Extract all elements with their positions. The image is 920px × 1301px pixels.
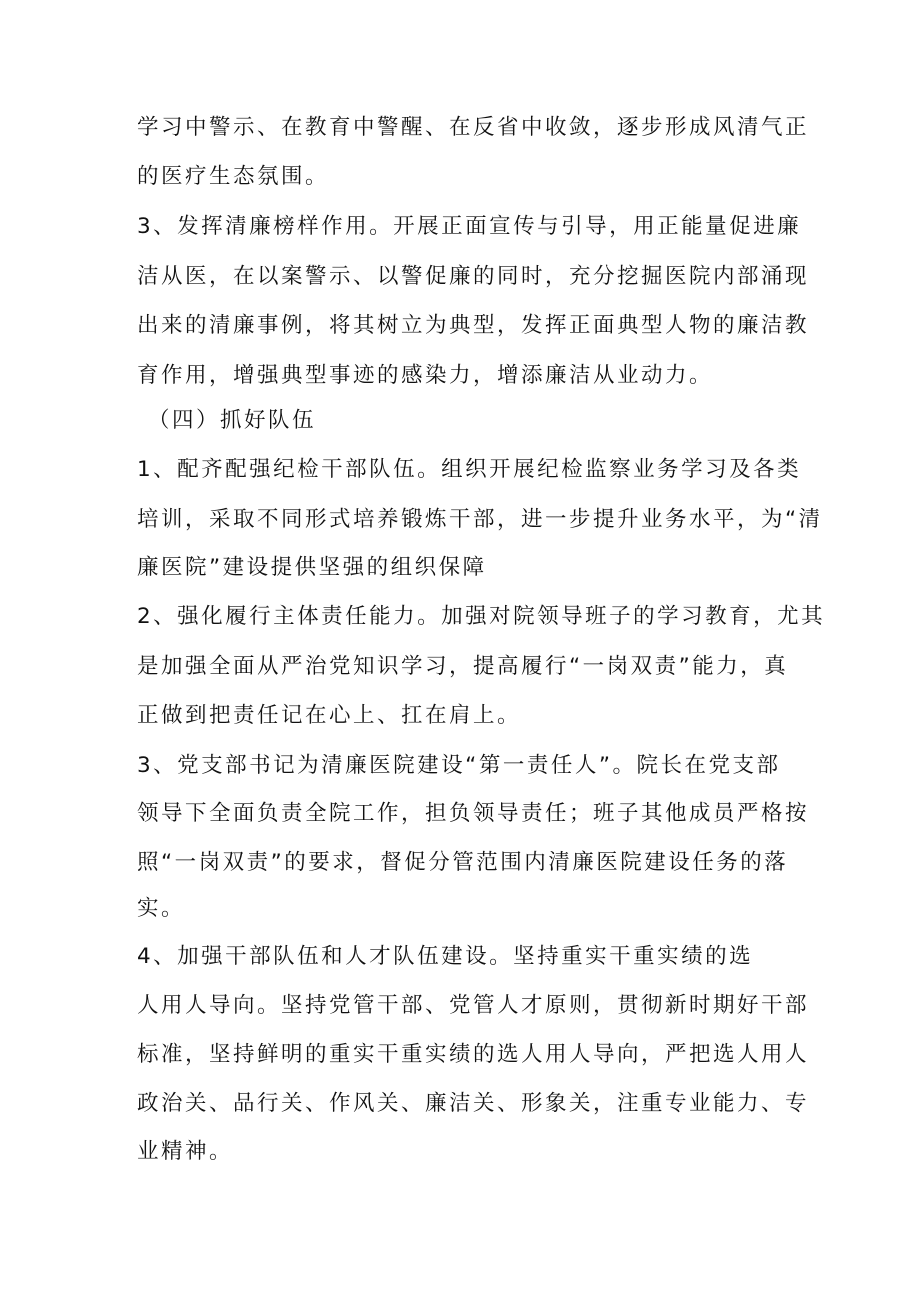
text-line: 3、党支部书记为清廉医院建设“第一责任人”。院长在党支部 [137, 753, 781, 778]
text-line: 培训，采取不同形式培养锻炼干部，进一步提升业务水平，为“清 [137, 507, 823, 532]
text-line: 廉医院”建设提供坚强的组织保障 [137, 555, 487, 580]
section-heading: （四）抓好队伍 [148, 408, 317, 433]
text-line: 学习中警示、在教育中警醒、在反省中收敛，逐步形成风清气正 [137, 115, 810, 140]
text-line: 实。 [137, 896, 186, 921]
text-line: 4、加强干部队伍和人才队伍建设。坚持重实干重实绩的选 [137, 944, 754, 969]
text-line: 2、强化履行主体责任能力。加强对院领导班子的学习教育，尤其 [137, 604, 826, 629]
text-line: 领导下全面负责全院工作，担负领导责任；班子其他成员严格按 [137, 801, 810, 826]
text-line: 1、配齐配强纪检干部队伍。组织开展纪检监察业务学习及各类 [137, 457, 802, 482]
text-line: 3、发挥清廉榜样作用。开展正面宣传与引导，用正能量促进廉 [137, 214, 802, 239]
text-line: 标准，坚持鲜明的重实干重实绩的选人用人导向，严把选人用人 [137, 1042, 810, 1067]
text-line: 出来的清廉事例，将其树立为典型，发挥正面典型人物的廉洁教 [137, 313, 810, 338]
text-line: 洁从医，在以案警示、以警促廉的同时，充分挖掘医院内部涌现 [137, 264, 810, 289]
text-line: 照“一岗双责”的要求，督促分管范围内清廉医院建设任务的落 [137, 850, 789, 875]
text-line: 正做到把责任记在心上、扛在肩上。 [137, 703, 522, 728]
text-line: 业精神。 [137, 1139, 234, 1164]
text-line: 育作用，增强典型事迹的感染力，增添廉洁从业动力。 [137, 363, 714, 388]
text-line: 的医疗生态氛围。 [137, 164, 330, 189]
text-line: 人用人导向。坚持党管干部、党管人才原则，贯彻新时期好干部 [137, 993, 810, 1018]
text-line: 是加强全面从严治党知识学习，提高履行“一岗双责”能力，真 [137, 654, 789, 679]
text-line: 政治关、品行关、作风关、廉洁关、形象关，注重专业能力、专 [137, 1091, 810, 1116]
